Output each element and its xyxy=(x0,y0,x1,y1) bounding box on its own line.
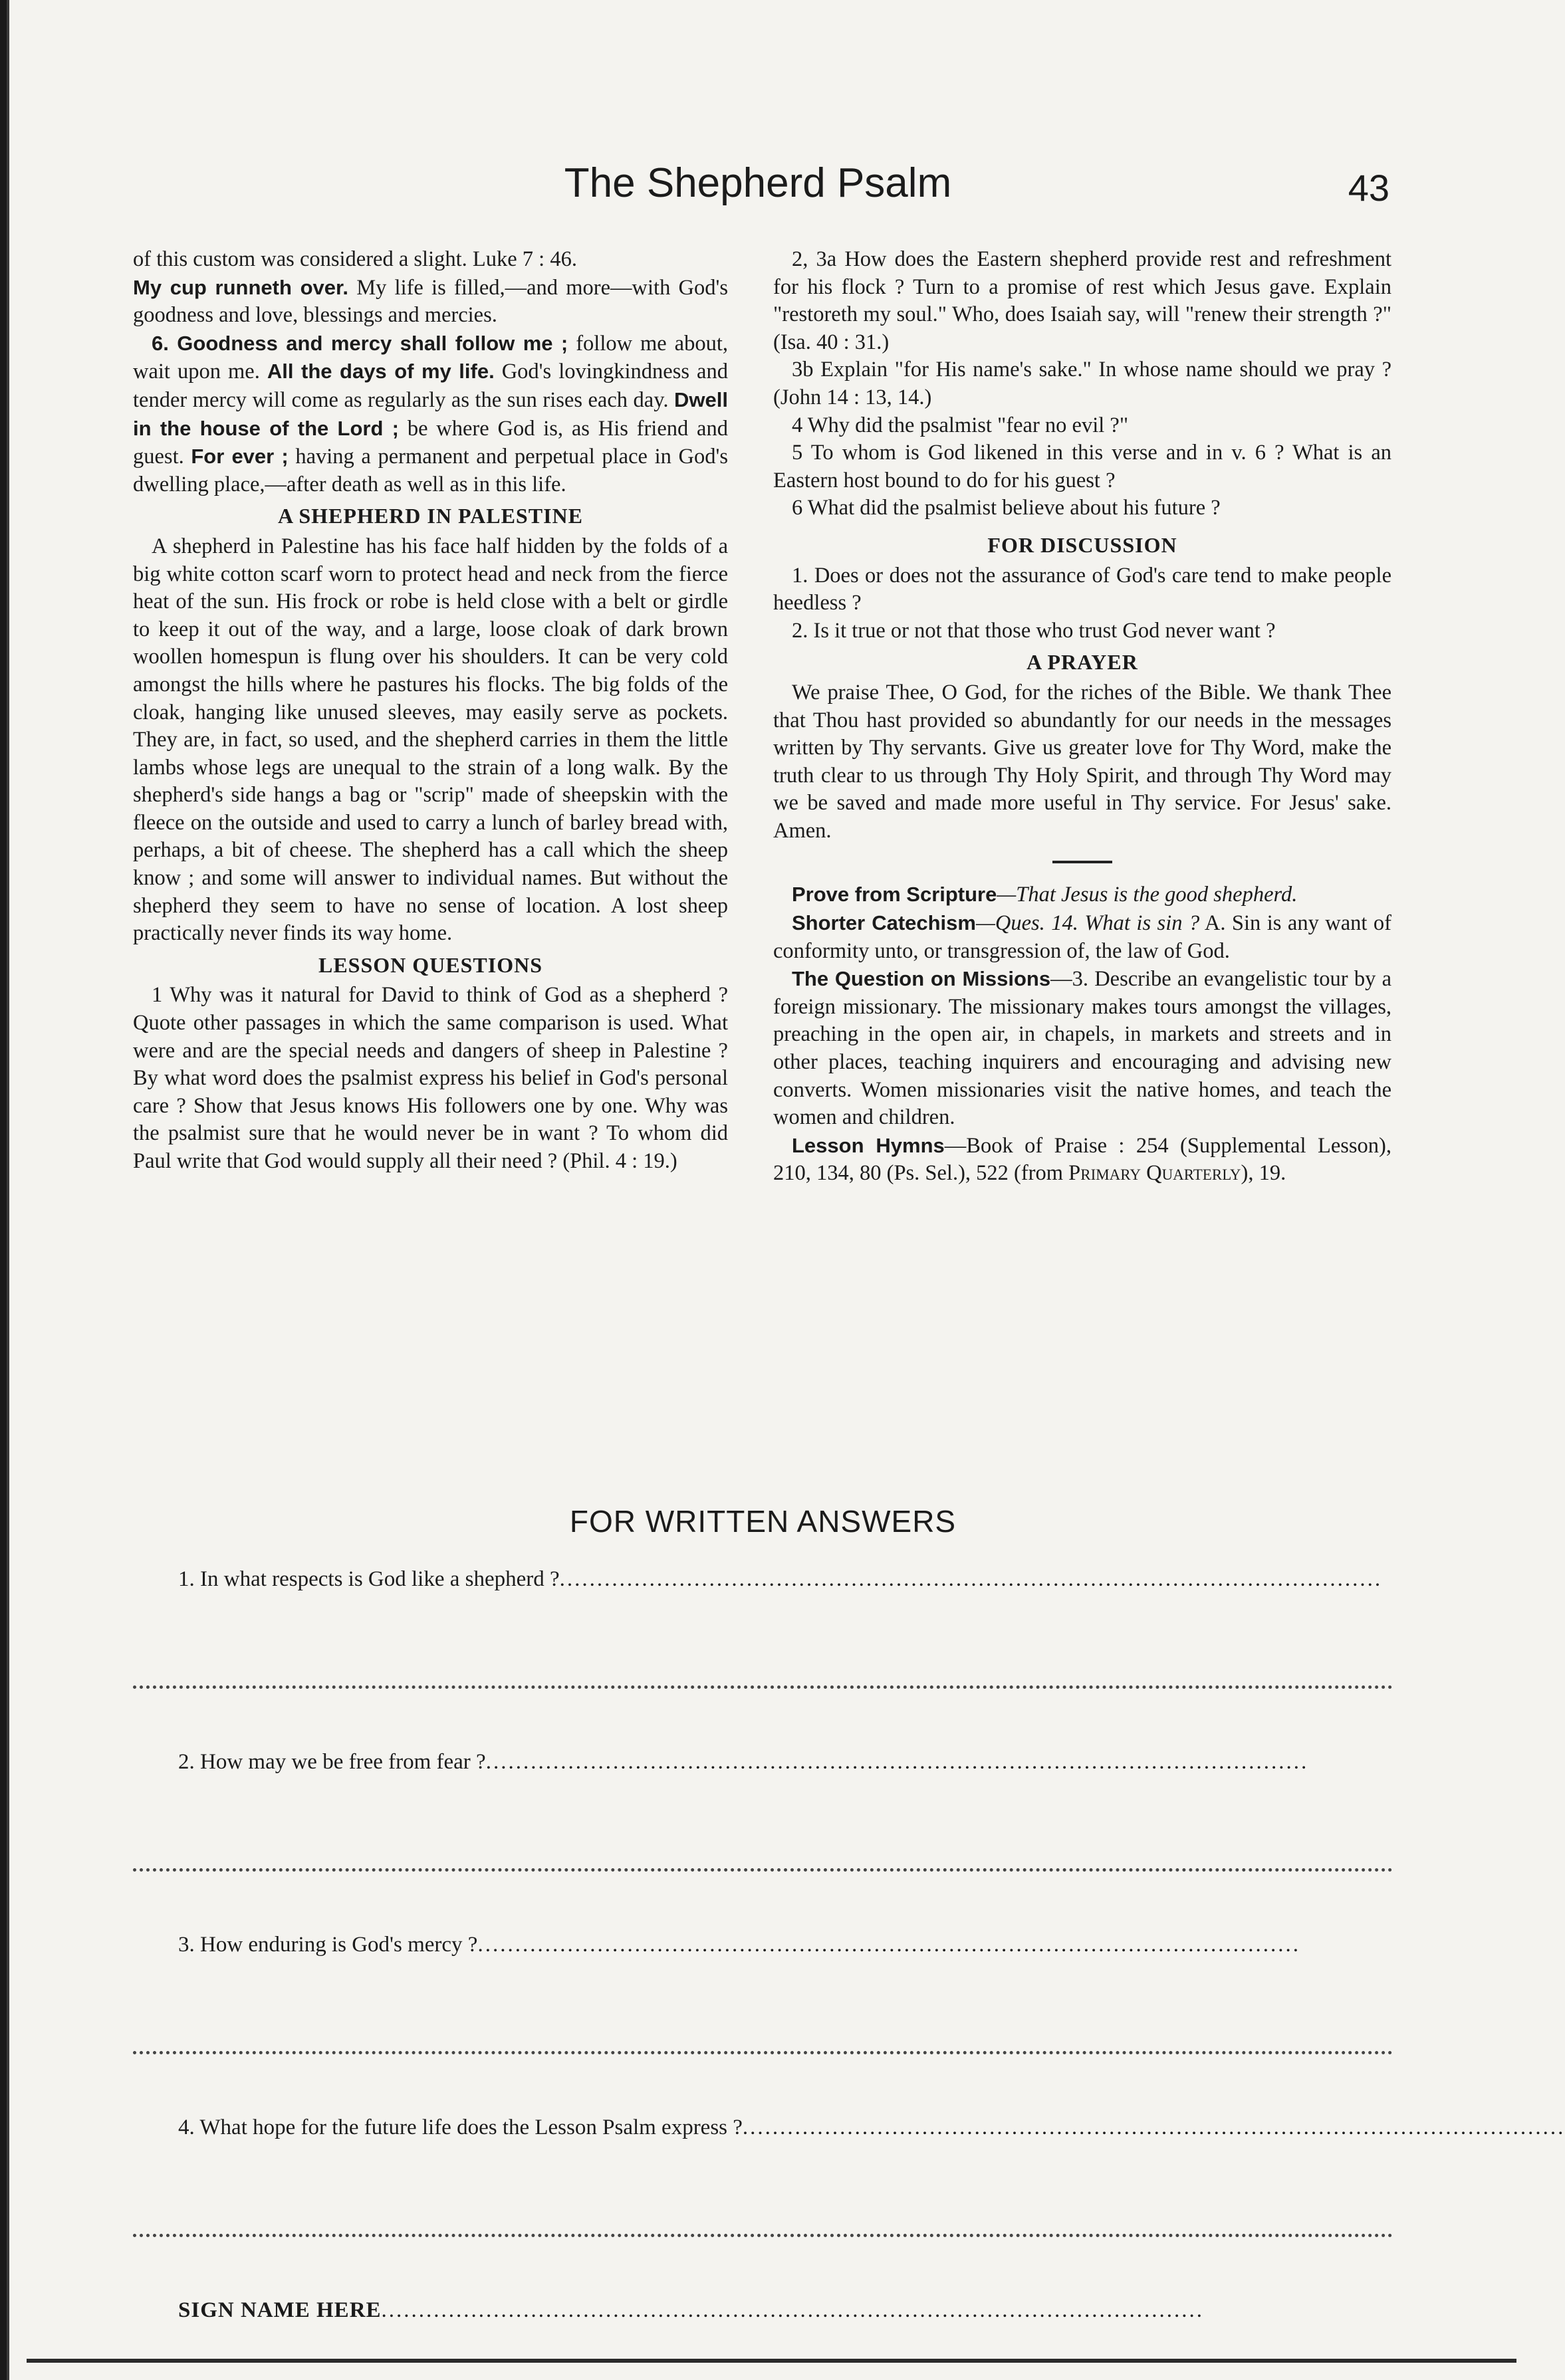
prove-line: Prove from Scripture—That Jesus is the good shepherd. xyxy=(792,883,1298,907)
divider xyxy=(1052,861,1112,863)
hymns-line: Lesson Hymns—Book of Praise : 254 (Supplemental Lesson), 210, 134, 80 (Ps. Sel.), 522 (from Primary Quarterly), 19. xyxy=(773,1133,1391,1186)
question-item: 2, 3a How does the Eastern shepherd provide rest and refreshment for his flock ? Turn to a promise of rest which Jesus gave. Explain "restoreth my soul." Who, does Isaiah say, will "renew their strength ?" (Isa. 40 : 31.) xyxy=(773,247,1391,354)
answer-question-3: 3. How enduring is God's mercy ?.............................................................................................................. xyxy=(178,1933,1300,1957)
question-item: 4 Why did the psalmist "fear no evil ?" xyxy=(792,413,1129,437)
binding-edge xyxy=(0,0,20,2380)
answer-question-2: 2. How may we be free from fear ?.............................................................................................................. xyxy=(178,1750,1309,1774)
question-item: 5 To whom is God likened in this verse and in v. 6 ? What is an Eastern host bound to do for his guest ? xyxy=(773,441,1391,492)
answer-line-3[interactable] xyxy=(133,2024,1393,2054)
bottom-rule xyxy=(27,2359,1516,2363)
answer-question-1: 1. In what respects is God like a shepherd ?.............................................................................................................. xyxy=(178,1567,1383,1591)
answer-line-2[interactable] xyxy=(133,1842,1393,1872)
running-title: The Shepherd Psalm xyxy=(564,160,952,206)
page-number: 43 xyxy=(1348,167,1389,209)
written-answers-title: FOR WRITTEN ANSWERS xyxy=(569,1504,957,1539)
written-answers-section xyxy=(133,1503,1565,2329)
answer-question-4: 4. What hope for the future life does the Lesson Psalm express ?.............................................................................................................. xyxy=(178,2115,1565,2139)
missions-line: The Question on Missions—3. Describe an evangelistic tour by a foreign missionary. The missionary makes tours amongst the villages, preaching in the open air, in chapels, in markets and streets and in other places, teaching inquirers and encouraging and advising new converts. Women missionaries visit the native homes, and teach the women and children. xyxy=(773,967,1391,1130)
paragraph: 6. Goodness and mercy shall follow me ; follow me about, wait upon me. All the days of my life. God's lovingkindness and tender mercy will come as regularly as the sun rises each day. Dwell in the house of the Lord ; be where God is, as His friend and guest. For ever ; having a permanent and perpetual place in God's dwelling place,—after death as well as in this life. xyxy=(133,331,728,496)
paragraph: A shepherd in Palestine has his face half hidden by the folds of a big white cotton scarf worn to protect head and neck from the fierce heat of the sun. His frock or robe is held close with a belt or girdle to keep it out of the way, and a large, loose cloak of dark brown woollen homespun is flung over his shoulders. It can be very cold amongst the hills where he pastures his flocks. The big folds of the cloak, hanging like unused sleeves, may easily serve as pockets. They are, in fact, so used, and the shepherd carries in them the little lambs whose legs are unequal to the strain of a long walk. By the shepherd's side hangs a bag or "scrip" made of sheepskin with the fleece on the outside and used to carry a lunch of barley bread with, perhaps, a bit of cheese. The shepherd has a call which the sheep know ; and some will answer to individual names. But without the shepherd they seem to have no sense of location. A lost sheep practically never finds its way home. xyxy=(133,534,728,946)
prayer-text: We praise Thee, O God, for the riches of the Bible. We thank Thee that Thou hast provided so abundantly for our needs in the messages written by Thy servants. Give us greater love for Thy Word, make the truth clear to us through Thy Holy Spirit, and through Thy Word may we be saved and made more useful in Thy service. For Jesus' sake. Amen. xyxy=(773,680,1391,843)
paragraph: of this custom was considered a slight. Luke 7 : 46. xyxy=(133,247,577,271)
section-heading: A PRAYER xyxy=(1026,650,1138,675)
catechism-line: Shorter Catechism—Ques. 14. What is sin ? A. Sin is any want of conformity unto, or transgression of, the law of God. xyxy=(773,911,1391,963)
paragraph: 1 Why was it natural for David to think of God as a shepherd ? Quote other passages in which the same comparison is used. What were and are the special needs and dangers of sheep in Palestine ? By what word does the psalmist express his belief in God's personal care ? Show that Jesus knows His followers one by one. Why was the psalmist sure that he would never be in want ? To whom did Paul write that God would supply all their need ? (Phil. 4 : 19.) xyxy=(133,983,728,1173)
section-heading: LESSON QUESTIONS xyxy=(318,952,542,977)
section-heading: FOR DISCUSSION xyxy=(987,532,1177,557)
left-column xyxy=(133,246,728,1176)
discussion-item: 1. Does or does not the assurance of God's care tend to make people heedless ? xyxy=(773,563,1391,615)
question-item: 3b Explain "for His name's sake." In whose name should we pray ? (John 14 : 13, 14.) xyxy=(773,358,1391,409)
right-column xyxy=(773,246,1391,1188)
page-header xyxy=(126,160,1389,219)
paragraph: My cup runneth over. My life is filled,—and more—with God's goodness and love, blessings and mercies. xyxy=(133,275,728,328)
question-item: 6 What did the psalmist believe about his future ? xyxy=(792,496,1221,520)
answer-line-1[interactable] xyxy=(133,1659,1393,1689)
section-heading: A SHEPHERD IN PALESTINE xyxy=(278,504,583,528)
answer-line-4[interactable] xyxy=(133,2207,1393,2237)
sign-name-line[interactable]: SIGN NAME HERE.............................................................................................................. xyxy=(178,2298,1205,2322)
discussion-item: 2. Is it true or not that those who trust God never want ? xyxy=(792,618,1276,643)
